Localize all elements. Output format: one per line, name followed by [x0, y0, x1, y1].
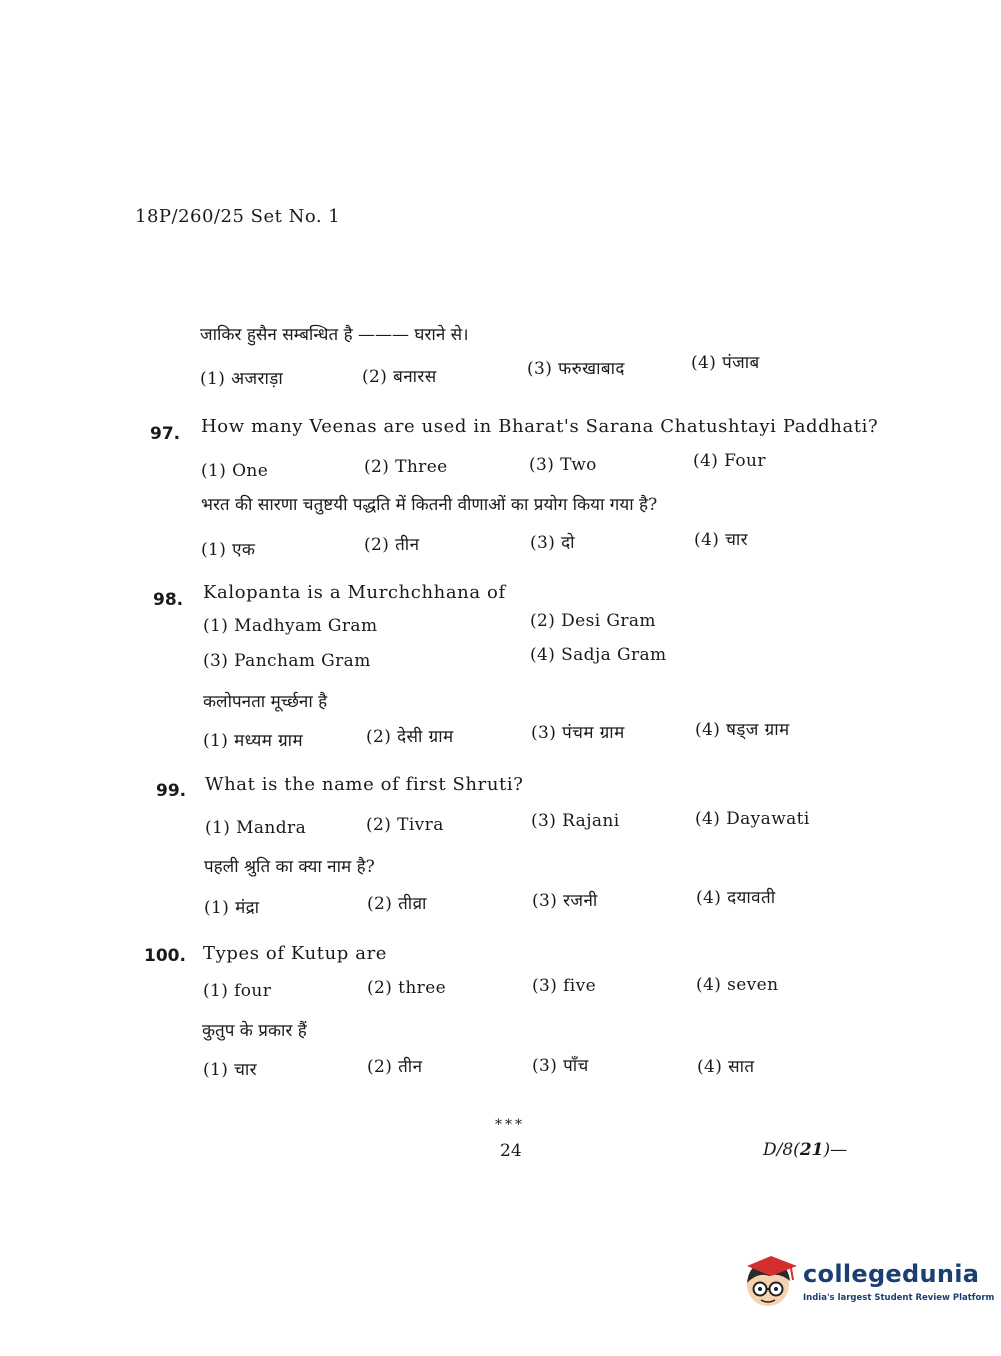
brand-tagline: India's largest Student Review Platform	[803, 1293, 995, 1303]
booklet-code-prefix: D/8(	[763, 1140, 800, 1160]
q99-hindi-option-2: (2) तीव्रा	[367, 894, 427, 914]
q98-hindi-option-3: (3) पंचम ग्राम	[531, 723, 625, 743]
q98-hindi-option-4: (4) षड्ज ग्राम	[695, 720, 790, 740]
q100-text: Types of Kutup are	[203, 943, 388, 964]
booklet-code-suffix: )—	[823, 1140, 848, 1160]
q100-number: 100.	[144, 946, 186, 966]
q100-hindi-option-4: (4) सात	[697, 1057, 755, 1077]
q96-hindi-option-2: (2) बनारस	[362, 367, 437, 387]
q96-hindi-text: जाकिर हुसैन सम्बन्धित है ——— घराने से।	[200, 325, 469, 345]
q100-hindi-option-1: (1) चार	[203, 1060, 258, 1080]
q100-option-4: (4) seven	[696, 975, 779, 995]
q97-option-3: (3) Two	[529, 455, 597, 475]
q97-option-2: (2) Three	[364, 457, 448, 477]
q100-hindi-option-3: (3) पाँच	[532, 1056, 589, 1076]
q96-hindi-option-3: (3) फरुखाबाद	[527, 359, 625, 379]
q96-hindi-option-4: (4) पंजाब	[691, 353, 760, 373]
mascot-icon	[741, 1252, 799, 1310]
q97-text: How many Veenas are used in Bharat's Sarana Chatushtayi Paddhati?	[201, 416, 879, 437]
q99-hindi-option-3: (3) रजनी	[532, 891, 598, 911]
q100-option-3: (3) five	[532, 976, 597, 996]
q98-hindi-text: कलोपनता मूर्च्छना है	[203, 692, 328, 712]
q99-option-4: (4) Dayawati	[695, 809, 810, 829]
q97-option-4: (4) Four	[693, 451, 766, 471]
q99-option-1: (1) Mandra	[205, 818, 307, 838]
q98-option-2: (2) Desi Gram	[530, 611, 656, 631]
collegedunia-watermark	[741, 1250, 995, 1316]
q99-hindi-option-1: (1) मंद्रा	[204, 898, 260, 918]
q98-option-3: (3) Pancham Gram	[203, 651, 371, 671]
q98-number: 98.	[153, 590, 184, 610]
q99-number: 99.	[156, 781, 187, 801]
q99-text: What is the name of first Shruti?	[205, 774, 524, 795]
q98-option-4: (4) Sadja Gram	[530, 645, 667, 665]
end-stars: ***	[495, 1117, 525, 1133]
page-number: 24	[500, 1141, 522, 1161]
booklet-code-bold: 21	[799, 1140, 824, 1160]
q99-hindi-option-4: (4) दयावती	[696, 888, 776, 908]
q97-hindi-option-1: (1) एक	[201, 540, 256, 560]
q97-hindi-option-3: (3) दो	[530, 533, 575, 553]
q98-hindi-option-2: (2) देसी ग्राम	[366, 727, 454, 747]
q100-option-1: (1) four	[203, 981, 272, 1001]
q99-option-2: (2) Tivra	[366, 815, 444, 835]
q97-number: 97.	[150, 424, 181, 444]
set-code: 18P/260/25 Set No. 1	[135, 206, 341, 227]
brand-name: collegedunia	[803, 1260, 980, 1288]
q100-hindi-text: कुतुप के प्रकार हैं	[202, 1021, 307, 1041]
q96-hindi-option-1: (1) अजराड़ा	[200, 369, 284, 389]
booklet-code	[763, 1140, 847, 1160]
q100-option-2: (2) three	[367, 978, 447, 998]
q98-hindi-option-1: (1) मध्यम ग्राम	[203, 731, 304, 751]
q98-option-1: (1) Madhyam Gram	[203, 616, 378, 636]
q99-option-3: (3) Rajani	[531, 811, 620, 831]
q97-hindi-option-4: (4) चार	[694, 530, 749, 550]
q99-hindi-text: पहली श्रुति का क्या नाम है?	[204, 857, 375, 877]
q100-hindi-option-2: (2) तीन	[367, 1057, 423, 1077]
q98-text: Kalopanta is a Murchchhana of	[203, 582, 506, 603]
q97-hindi-text: भरत की सारणा चतुष्टयी पद्धति में कितनी वीणाओं का प्रयोग किया गया है?	[201, 495, 658, 515]
q97-hindi-option-2: (2) तीन	[364, 535, 420, 555]
q97-option-1: (1) One	[201, 461, 269, 481]
